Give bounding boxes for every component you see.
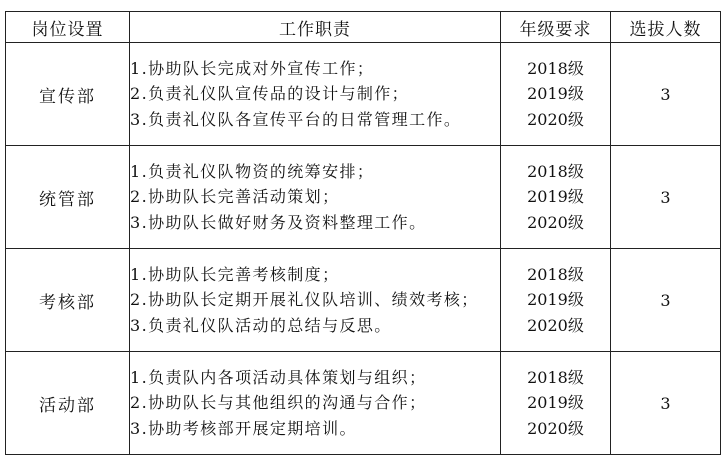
grade-item: 2019级 xyxy=(527,290,584,310)
grades-cell xyxy=(501,43,611,146)
grade-item: 2019级 xyxy=(527,84,584,104)
header-duties: 工作职责 xyxy=(130,12,501,43)
table-row xyxy=(6,43,721,146)
grades-cell xyxy=(501,249,611,352)
table-row xyxy=(6,249,721,352)
grades-cell xyxy=(501,146,611,249)
grade-item: 2020级 xyxy=(527,109,584,129)
duty-item: 1.负责队内各项活动具体策划与组织； xyxy=(130,367,427,387)
duty-item: 2.负责礼仪队宣传品的设计与制作； xyxy=(130,84,410,104)
duty-item: 2.协助队长定期开展礼仪队培训、绩效考核； xyxy=(130,290,479,310)
duty-item: 1.协助队长完成对外宣传工作； xyxy=(130,58,375,78)
grades-cell xyxy=(501,352,611,455)
duty-item: 2.协助队长与其他组织的沟通与合作； xyxy=(130,393,427,413)
header-selection-count: 选拔人数 xyxy=(611,12,721,43)
grade-item: 2018级 xyxy=(527,367,584,387)
selection-count: 3 xyxy=(611,249,721,352)
selection-count: 3 xyxy=(611,146,721,249)
grade-item: 2020级 xyxy=(527,315,584,335)
grade-item: 2020级 xyxy=(527,418,584,438)
header-position: 岗位设置 xyxy=(6,12,130,43)
department-name: 宣传部 xyxy=(6,43,130,146)
department-name: 活动部 xyxy=(6,352,130,455)
table-row xyxy=(6,352,721,455)
recruitment-table xyxy=(5,11,721,455)
table-header-row xyxy=(6,12,721,43)
duty-item: 1.负责礼仪队物资的统筹安排； xyxy=(130,161,375,181)
grade-item: 2018级 xyxy=(527,161,584,181)
grade-item: 2018级 xyxy=(527,264,584,284)
header-grade-requirement: 年级要求 xyxy=(501,12,611,43)
duty-item: 1.协助队长完善考核制度； xyxy=(130,264,340,284)
duty-item: 2.协助队长完善活动策划； xyxy=(130,187,340,207)
grade-item: 2018级 xyxy=(527,58,584,78)
duty-item: 3.负责礼仪队各宣传平台的日常管理工作。 xyxy=(130,109,462,129)
duties-cell xyxy=(130,43,501,146)
duties-cell xyxy=(130,352,501,455)
selection-count: 3 xyxy=(611,352,721,455)
duties-cell xyxy=(130,146,501,249)
department-name: 考核部 xyxy=(6,249,130,352)
duty-item: 3.协助考核部开展定期培训。 xyxy=(130,418,357,438)
grade-item: 2019级 xyxy=(527,187,584,207)
table-row xyxy=(6,146,721,249)
duties-cell xyxy=(130,249,501,352)
duty-item: 3.协助队长做好财务及资料整理工作。 xyxy=(130,212,427,232)
selection-count: 3 xyxy=(611,43,721,146)
duty-item: 3.负责礼仪队活动的总结与反思。 xyxy=(130,315,392,335)
department-name: 统管部 xyxy=(6,146,130,249)
grade-item: 2019级 xyxy=(527,393,584,413)
grade-item: 2020级 xyxy=(527,212,584,232)
